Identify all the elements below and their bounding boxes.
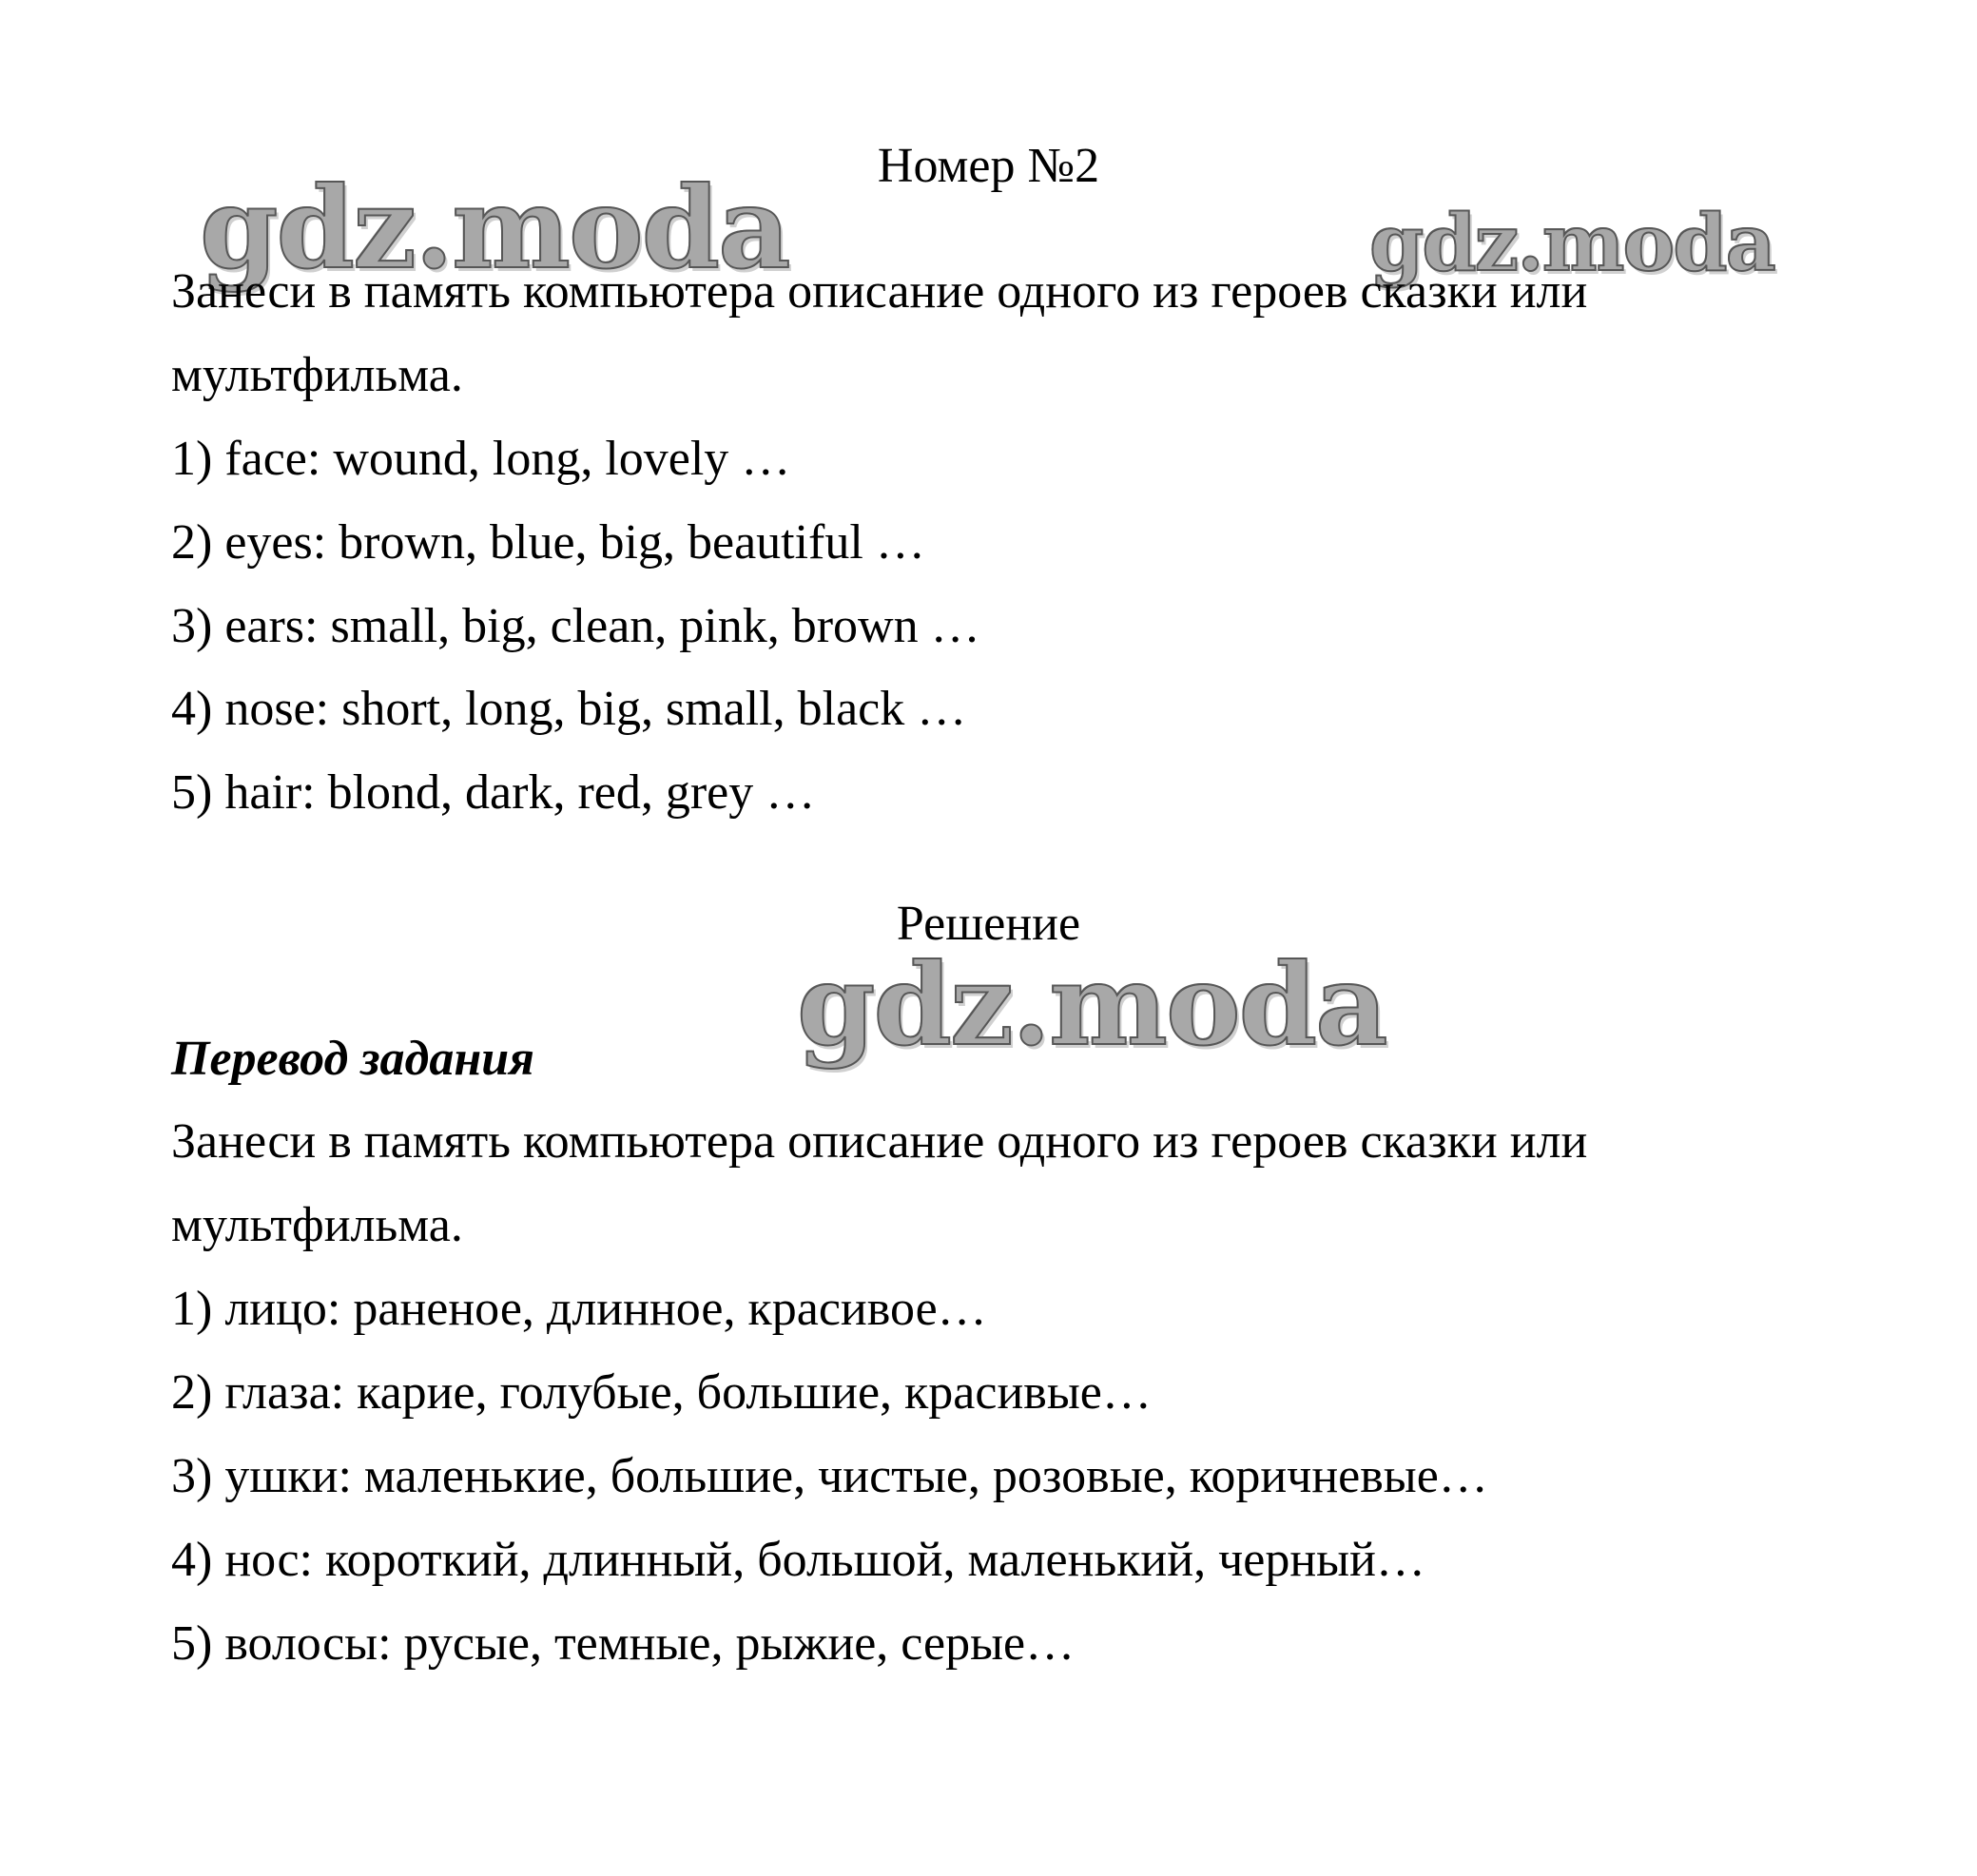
task-intro-line-1: Занеси в память компьютера описание одного из героев сказки или (171, 264, 1588, 319)
task-item-4: 4) nose: short, long, big, small, black … (171, 682, 967, 736)
translation-item-2: 2) глаза: карие, голубые, большие, красивые… (171, 1365, 1152, 1420)
translation-intro-line-2: мультфильма. (171, 1198, 463, 1252)
solution-heading: Решение (896, 897, 1081, 951)
watermark-logo-top-right: gdz.moda (1369, 198, 1774, 289)
watermark-logo-top-left: gdz.moda (200, 162, 789, 294)
task-item-5: 5) hair: blond, dark, red, grey … (171, 765, 816, 820)
task-number-title: Номер №2 (877, 139, 1100, 193)
translation-heading: Перевод задания (171, 1032, 534, 1086)
translation-item-5: 5) волосы: русые, темные, рыжие, серые… (171, 1616, 1076, 1671)
translation-intro-line-1: Занеси в память компьютера описание одного из героев сказки или (171, 1114, 1588, 1169)
task-item-1: 1) face: wound, long, lovely … (171, 432, 791, 486)
task-item-3: 3) ears: small, big, clean, pink, brown … (171, 599, 980, 653)
translation-item-1: 1) лицо: раненое, длинное, красивое… (171, 1282, 987, 1336)
translation-item-4: 4) нос: короткий, длинный, большой, маленький, черный… (171, 1533, 1425, 1587)
task-intro-line-2: мультфильма. (171, 348, 463, 402)
task-item-2: 2) eyes: brown, blue, big, beautiful … (171, 515, 925, 570)
watermark-logo-center: gdz.moda (797, 938, 1386, 1071)
translation-item-3: 3) ушки: маленькие, большие, чистые, розовые, коричневые… (171, 1449, 1488, 1503)
